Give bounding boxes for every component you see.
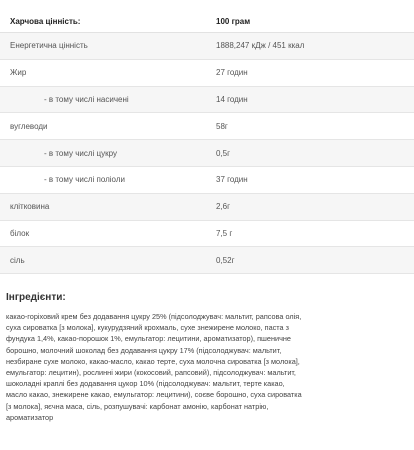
nutrition-row-value: 2,6г — [216, 193, 414, 220]
nutrition-row-value: 1888,247 кДж / 451 ккал — [216, 33, 414, 60]
nutrition-row-label: сіль — [0, 247, 216, 274]
nutrition-header-row — [0, 10, 414, 33]
nutrition-row-label: - в тому числі насичені — [0, 86, 216, 113]
nutrition-row — [0, 140, 414, 167]
nutrition-row — [0, 59, 414, 86]
ingredients-text: какао-горіховий крем без додавання цукру 25% (підсолоджувач: мальтит, рапсова олія, суха сироватка [з молока], кукурудзяний крохмаль, сухе знежирене молоко, паста з фундука 1,4%, какао-порошок 1%, емульгатор: лецитини, ароматизатор), пшеничне борошно, молочний шоколад без додавання цукру 17% (підсолоджувач: мальтит, незбиране сухе молоко, какао-масло, какао терте, суха молочна сироватка [з молока], емульгатор: лецитин), рослинні жири (кокосовий, рапсовий), підсолоджувач: мальтит, шоколадні краплі без додавання цукор 10% (підсолоджувач: мальтит, терте какао, масло какао, знежирене какао, емульгатор: лецитини), соєве борошно, суха сироватка [з молока], яєчна маса, сіль, розпушувачі: карбонат амонію, карбонат натрію, ароматизатор — [6, 312, 302, 422]
nutrition-row-label: клітковина — [0, 193, 216, 220]
nutrition-rows — [0, 33, 414, 274]
nutrition-row-label: - в тому числі поліоли — [0, 166, 216, 193]
nutrition-row — [0, 113, 414, 140]
nutrition-row-label: Жир — [0, 59, 216, 86]
nutrition-row — [0, 166, 414, 193]
nutrition-row-value: 58г — [216, 113, 414, 140]
nutrition-row — [0, 193, 414, 220]
nutrition-row-value: 0,5г — [216, 140, 414, 167]
nutrition-row-value: 27 годин — [216, 59, 414, 86]
nutrition-table — [0, 10, 414, 274]
ingredients-title: Інгредієнти: — [6, 292, 66, 303]
nutrition-header-label: Харчова цінність: — [0, 10, 216, 33]
nutrition-row-label: білок — [0, 220, 216, 247]
nutrition-row-value: 37 годин — [216, 166, 414, 193]
nutrition-row-value: 7,5 г — [216, 220, 414, 247]
nutrition-row-label: - в тому числі цукру — [0, 140, 216, 167]
nutrition-row — [0, 247, 414, 274]
nutrition-row-label: вуглеводи — [0, 113, 216, 140]
nutrition-row-value: 14 годин — [216, 86, 414, 113]
nutrition-row — [0, 220, 414, 247]
nutrition-row — [0, 86, 414, 113]
nutrition-row-value: 0,52г — [216, 247, 414, 274]
nutrition-row — [0, 33, 414, 60]
nutrition-row-label: Енергетична цінність — [0, 33, 216, 60]
nutrition-header-value: 100 грам — [216, 10, 414, 33]
